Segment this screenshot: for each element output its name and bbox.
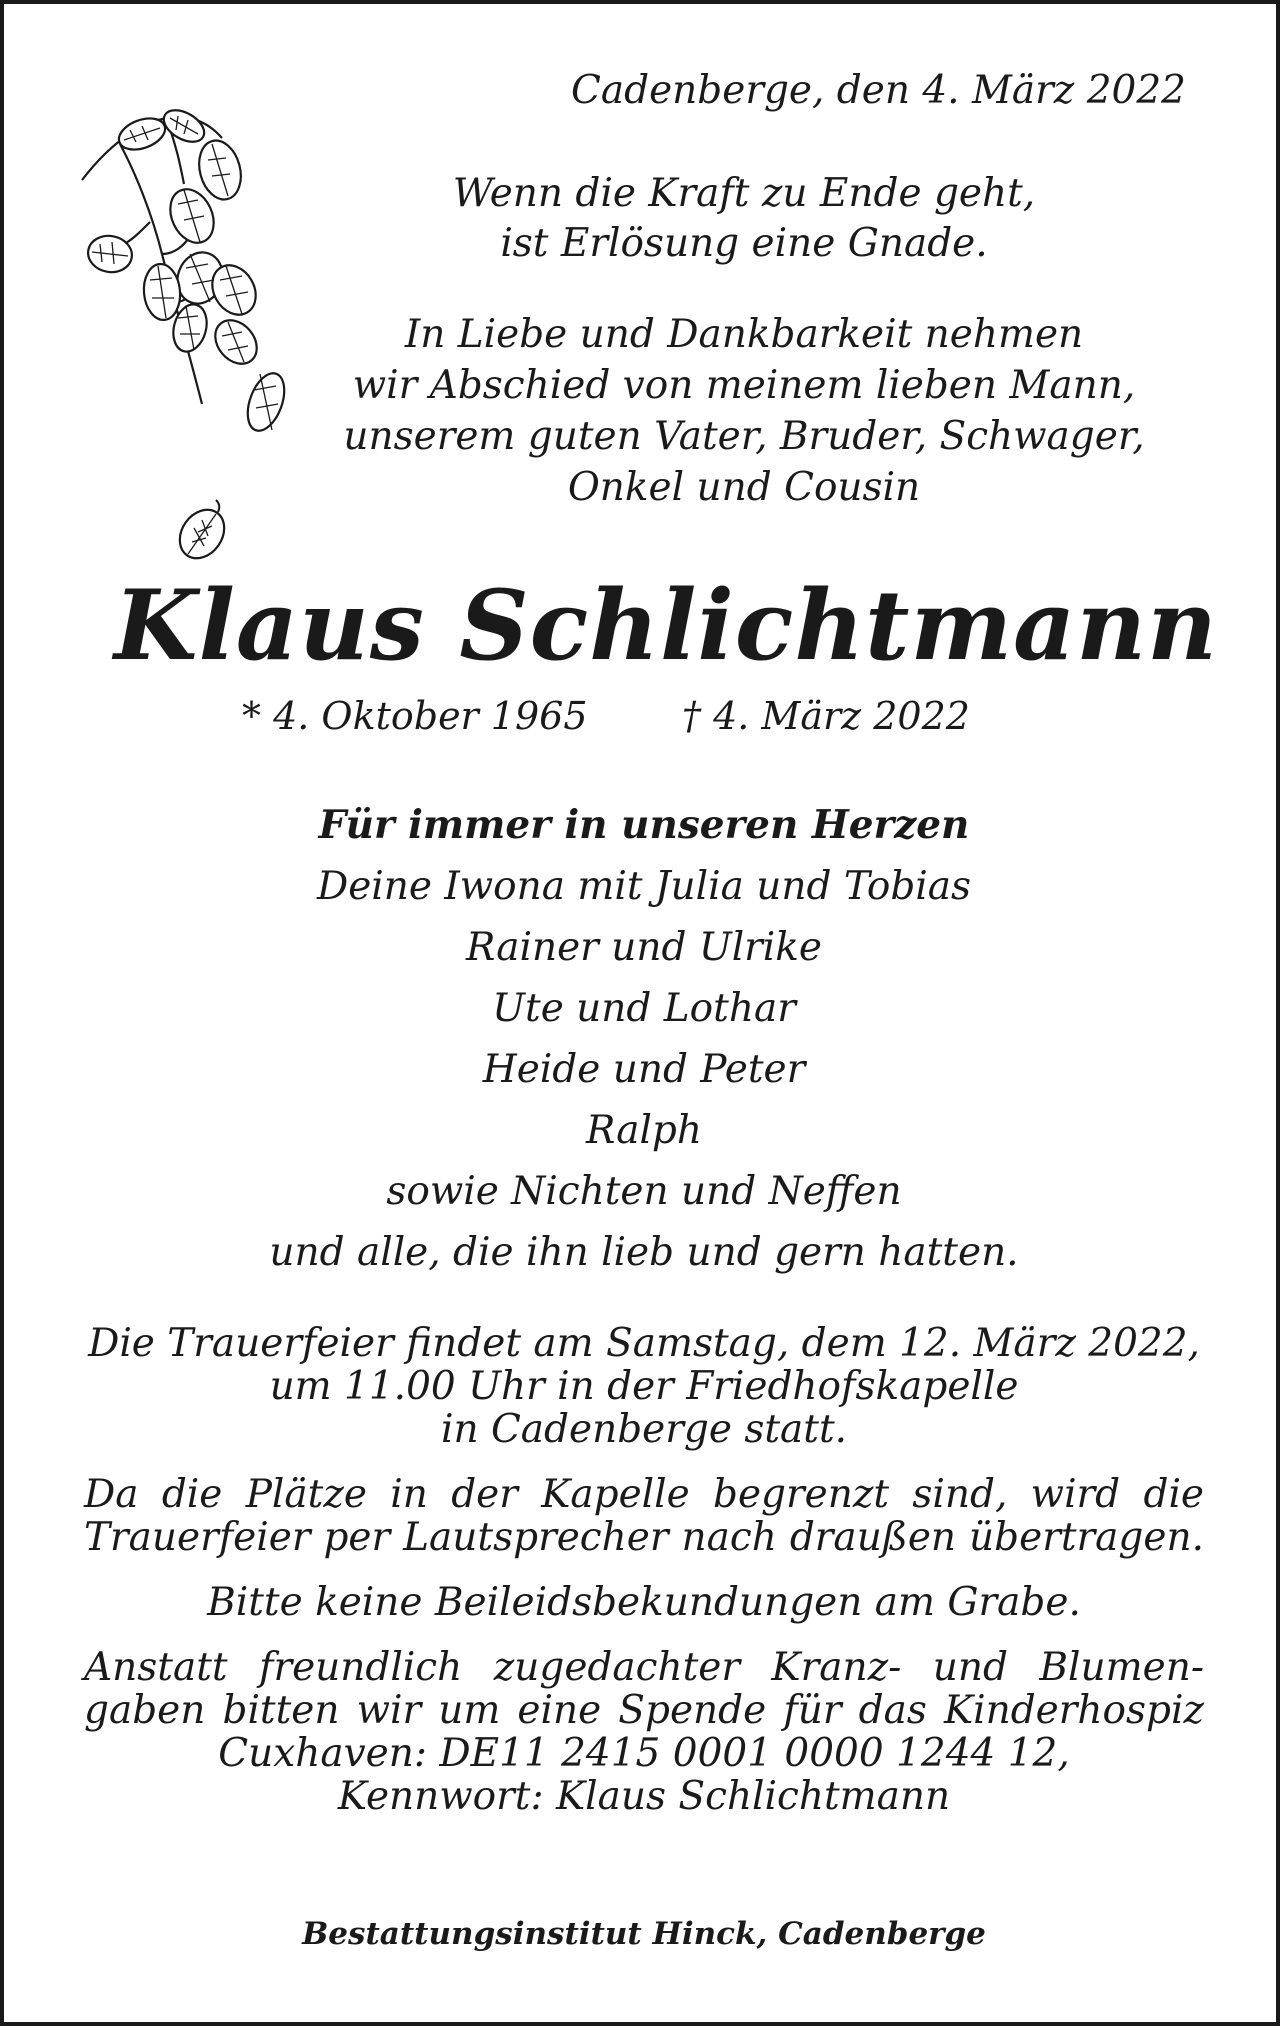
death-date: † 4. März 2022	[682, 694, 970, 738]
speaker-note	[84, 1473, 1204, 1559]
mourners-list	[44, 794, 1244, 1283]
mourner-line: Heide und Peter	[482, 1047, 806, 1092]
speaker-note-line: Da die Plätze in der Kapelle begrenzt sind, wird die	[84, 1472, 1204, 1517]
mourner-line: Ute und Lothar	[492, 986, 796, 1031]
mourner-line: Ralph	[585, 1108, 703, 1153]
date-line: Cadenberge, den 4. März 2022	[571, 68, 1186, 113]
ceremony-line: Die Trauerfeier findet am Samstag, dem 12. März 2022,	[88, 1321, 1200, 1366]
falling-leaf-icon	[176, 496, 236, 566]
donation-line: gaben bitten wir um eine Spende für das Kinderhospiz	[84, 1688, 1204, 1733]
deceased-name: Klaus Schlichtmann	[114, 569, 1218, 682]
intro-line: wir Abschied von meinem lieben Mann,	[352, 363, 1136, 408]
intro-line: unserem guten Vater, Bruder, Schwager,	[343, 414, 1145, 459]
donation-line: Cuxhaven: DE11 2415 0001 0000 1244 12,	[218, 1731, 1070, 1776]
quote	[334, 169, 1154, 269]
speaker-note-line: Trauerfeier per Lautsprecher nach draußen übertragen.	[84, 1515, 1204, 1560]
birth-date: * 4. Oktober 1965	[242, 694, 588, 738]
ceremony-line: um 11.00 Uhr in der Friedhofskapelle	[269, 1364, 1019, 1409]
ceremony-details	[84, 1322, 1204, 1451]
intro-text	[334, 309, 1154, 513]
condolence-note: Bitte keine Beileidsbekundungen am Grabe.	[207, 1580, 1081, 1625]
mourner-line: sowie Nichten und Neffen	[386, 1169, 902, 1214]
intro-line: In Liebe und Dankbarkeit nehmen	[404, 312, 1084, 357]
birch-branch-icon	[80, 104, 320, 444]
quote-line: ist Erlösung eine Gnade.	[500, 221, 988, 266]
service-info	[84, 1322, 1204, 1818]
mourner-line: und alle, die ihn lieb und gern hatten.	[269, 1230, 1019, 1275]
mourners-heading: Für immer in unseren Herzen	[318, 802, 970, 848]
donation-note	[84, 1646, 1204, 1818]
mourner-line: Rainer und Ulrike	[466, 925, 822, 970]
donation-line: Anstatt freundlich zugedachter Kranz- und Blumen-	[84, 1645, 1204, 1690]
mourner-line: Deine Iwona mit Julia und Tobias	[316, 864, 972, 909]
donation-line: Kennwort: Klaus Schlichtmann	[337, 1774, 951, 1819]
intro-line: Onkel und Cousin	[567, 465, 921, 510]
undertaker-credit: Bestattungsinstitut Hinck, Cadenberge	[302, 1916, 986, 1952]
quote-line: Wenn die Kraft zu Ende geht,	[452, 171, 1036, 216]
ceremony-line: in Cadenberge statt.	[440, 1407, 848, 1452]
